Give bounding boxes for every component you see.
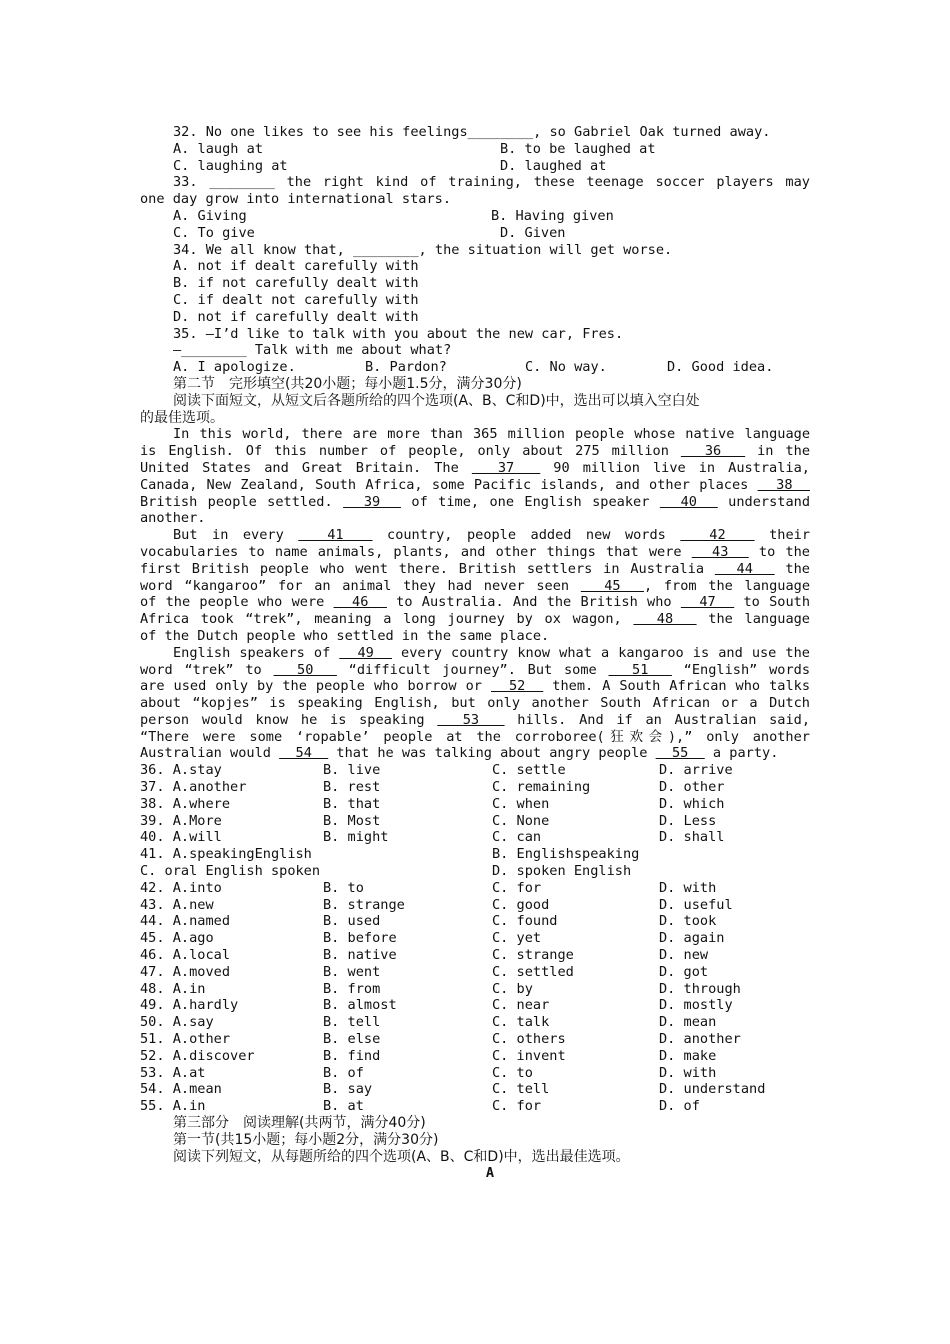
passage-line: vocabularies to name animals, plants, and other things that were 43 to the bbox=[140, 543, 810, 560]
option-cell: 37. A.another bbox=[140, 779, 247, 796]
blank-49: 49 bbox=[339, 644, 392, 661]
option-b: B. Having given bbox=[491, 207, 614, 224]
options-33b bbox=[140, 225, 810, 242]
option-b: B. to be laughed at bbox=[500, 140, 656, 157]
option-cell: C. strange bbox=[492, 947, 574, 964]
option-row bbox=[140, 1081, 810, 1098]
option-cell: D. make bbox=[659, 1047, 717, 1064]
option-row bbox=[140, 981, 810, 998]
passage-paragraph-2 bbox=[140, 527, 810, 645]
passage-line: word “kangaroo” for an animal they had never seen 45 , from the language bbox=[140, 577, 810, 594]
option-cell: 36. A.stay bbox=[140, 762, 222, 779]
option-cell: D. through bbox=[659, 980, 741, 997]
option-d: D. Given bbox=[500, 224, 566, 241]
option-cell: C. near bbox=[492, 997, 550, 1014]
option-a: A. laugh at bbox=[173, 140, 264, 157]
passage-line: In this world, there are more than 365 million people whose native language bbox=[173, 426, 810, 443]
option-cell: D. useful bbox=[659, 896, 733, 913]
exam-page bbox=[140, 124, 810, 1182]
option-cell: D. took bbox=[659, 913, 717, 930]
option-cell: C. settled bbox=[492, 963, 574, 980]
option-cell: 49. A.hardly bbox=[140, 997, 239, 1014]
option-cell: D. Less bbox=[659, 812, 717, 829]
option-cell: B. native bbox=[323, 947, 397, 964]
passage-line: United States and Great Britain. The 37 90 million live in Australia, bbox=[140, 459, 810, 476]
option-row bbox=[140, 779, 810, 796]
section2-title: 第二节 完形填空(共20小题；每小题1.5分，满分30分) bbox=[173, 375, 522, 392]
option-cell: 47. A.moved bbox=[140, 963, 231, 980]
blank-54: 54 bbox=[279, 745, 329, 762]
option-cell: D. with bbox=[659, 879, 717, 896]
question-34: 34. We all know that, ________, the situation will get worse. bbox=[173, 241, 673, 258]
option-row bbox=[140, 997, 810, 1014]
option-cell: 50. A.say bbox=[140, 1014, 214, 1031]
option-row bbox=[140, 930, 810, 947]
option-cell: C. good bbox=[492, 896, 550, 913]
option-cell: D. with bbox=[659, 1064, 717, 1081]
option-cell: D. arrive bbox=[659, 762, 733, 779]
option-cell: C. yet bbox=[492, 930, 542, 947]
option-cell: 43. A.new bbox=[140, 896, 214, 913]
passage-line: word “trek” to 50 “difficult journey”. But some 51 “English” words bbox=[140, 661, 811, 678]
option-row bbox=[140, 1098, 810, 1115]
option-cell: B. live bbox=[323, 762, 381, 779]
option-cell: C. for bbox=[492, 1098, 542, 1115]
blank-39: 39 bbox=[343, 493, 402, 510]
option-a: A. I apologize. bbox=[173, 359, 296, 376]
option-cell: D. shall bbox=[659, 829, 725, 846]
option-cell: D. understand bbox=[659, 1081, 766, 1098]
option-cell: B. before bbox=[323, 930, 397, 947]
option-row bbox=[140, 947, 810, 964]
blank-51: 51 bbox=[608, 661, 672, 678]
option-row bbox=[140, 897, 810, 914]
option-cell: C. for bbox=[492, 879, 542, 896]
option-row bbox=[140, 863, 810, 880]
blank-40: 40 bbox=[659, 493, 718, 510]
option-a: A. Giving bbox=[173, 207, 247, 224]
option-cell: B. say bbox=[323, 1081, 373, 1098]
passage-line: of the people who were 46 to Australia. And the British who 47 to South bbox=[140, 594, 811, 611]
option-cell: C. remaining bbox=[492, 779, 591, 796]
option-cell: 53. A.at bbox=[140, 1064, 206, 1081]
option-a: A. not if dealt carefully with bbox=[173, 258, 419, 275]
option-cell: 39. A.More bbox=[140, 812, 222, 829]
passage-line: “There were some ‘ropable’ people at the corroboree(狂欢会),” only another bbox=[140, 728, 810, 745]
passage-letter: A bbox=[485, 1165, 495, 1182]
option-cell: B. strange bbox=[323, 896, 405, 913]
blank-52: 52 bbox=[490, 678, 544, 695]
options-35 bbox=[140, 359, 810, 376]
option-cell: D. got bbox=[659, 963, 709, 980]
blank-55: 55 bbox=[655, 745, 705, 762]
option-cell: D. another bbox=[659, 1031, 741, 1048]
question-33-line1: 33. ________ the right kind of training, these teenage soccer players may bbox=[173, 174, 810, 191]
part3-subsection: 第一节(共15小题；每小题2分，满分30分) bbox=[173, 1131, 439, 1148]
option-cell: 42. A.into bbox=[140, 879, 222, 896]
option-cell: C. settle bbox=[492, 762, 566, 779]
option-cell: C. oral English spoken bbox=[140, 863, 321, 880]
option-cell: B. almost bbox=[323, 997, 397, 1014]
option-cell: D. new bbox=[659, 947, 709, 964]
option-cell: 40. A.will bbox=[140, 829, 222, 846]
passage-line: first British people who went there. British settlers in Australia 44 the bbox=[140, 560, 810, 577]
option-cell: D. spoken English bbox=[492, 863, 632, 880]
blank-41: 41 bbox=[298, 527, 373, 544]
blank-37: 37 bbox=[471, 459, 541, 476]
passage-line: person would know he is speaking 53 hills. And if an Australian said, bbox=[140, 711, 811, 728]
passage-paragraph-1 bbox=[140, 426, 810, 527]
options-32 bbox=[140, 141, 810, 158]
option-cell: D. mean bbox=[659, 1014, 717, 1031]
passage-line: about “kopjes” is speaking English, but only another South African or a Dutch bbox=[140, 695, 810, 712]
option-cell: 46. A.local bbox=[140, 947, 231, 964]
option-cell: 55. A.in bbox=[140, 1098, 206, 1115]
option-b: B. Pardon? bbox=[365, 359, 447, 376]
blank-48: 48 bbox=[633, 611, 697, 628]
passage-line: Australian would 54 that he was talking about angry people 55 a party. bbox=[140, 745, 779, 762]
option-d: D. not if carefully dealt with bbox=[173, 308, 419, 325]
option-cell: D. mostly bbox=[659, 997, 733, 1014]
options-33 bbox=[140, 208, 810, 225]
option-b: B. if not carefully dealt with bbox=[173, 275, 419, 292]
blank-42: 42 bbox=[680, 527, 755, 544]
option-cell: C. None bbox=[492, 812, 550, 829]
option-cell: C. tell bbox=[492, 1081, 550, 1098]
option-cell: B. tell bbox=[323, 1014, 381, 1031]
option-cell: D. of bbox=[659, 1098, 700, 1115]
blank-44: 44 bbox=[714, 560, 775, 577]
option-row bbox=[140, 1014, 810, 1031]
passage-line: English speakers of 49 every country know what a kangaroo is and use the bbox=[173, 644, 810, 661]
passage-line: But in every 41 country, people added new words 42 their bbox=[173, 527, 811, 544]
passage-line: Canada, New Zealand, South Africa, some Pacific islands, and other places 38 bbox=[140, 476, 810, 493]
option-row bbox=[140, 762, 810, 779]
blank-50: 50 bbox=[273, 661, 337, 678]
option-cell: 54. A.mean bbox=[140, 1081, 222, 1098]
option-c: C. No way. bbox=[525, 359, 607, 376]
option-cell: B. rest bbox=[323, 779, 381, 796]
option-row bbox=[140, 813, 810, 830]
option-cell: C. found bbox=[492, 913, 558, 930]
blank-46: 46 bbox=[333, 594, 387, 611]
option-cell: D. other bbox=[659, 779, 725, 796]
passage-paragraph-3 bbox=[140, 645, 810, 763]
blank-47: 47 bbox=[680, 594, 735, 611]
blank-53: 53 bbox=[437, 711, 505, 728]
option-row bbox=[140, 1048, 810, 1065]
option-cell: C. to bbox=[492, 1064, 533, 1081]
option-cell: B. at bbox=[323, 1098, 364, 1115]
option-cell: D. again bbox=[659, 930, 725, 947]
option-cell: 38. A.where bbox=[140, 795, 231, 812]
question-35: 35. —I’d like to talk with you about the new car, Fres. bbox=[173, 325, 624, 342]
section2-instructions: 阅读下面短文，从短文后各题所给的四个选项(A、B、C和D)中，选出可以填入空白处 bbox=[173, 392, 700, 409]
blank-43: 43 bbox=[691, 543, 749, 560]
option-cell: 48. A.in bbox=[140, 980, 206, 997]
section2-instructions-cont: 的最佳选项。 bbox=[140, 409, 224, 426]
option-c: C. if dealt not carefully with bbox=[173, 291, 419, 308]
passage-line: are used only by the people who borrow or 52 them. A South African who talks bbox=[140, 678, 811, 695]
option-cell: B. of bbox=[323, 1064, 364, 1081]
blank-36: 36 bbox=[680, 443, 746, 460]
option-cell: C. others bbox=[492, 1031, 566, 1048]
option-row bbox=[140, 1031, 810, 1048]
passage-line: of the Dutch people who settled in the same place. bbox=[140, 627, 550, 644]
part3-instructions: 阅读下列短文，从每题所给的四个选项(A、B、C和D)中，选出最佳选项。 bbox=[173, 1148, 630, 1165]
option-cell: B. to bbox=[323, 879, 364, 896]
option-row bbox=[140, 913, 810, 930]
passage-line: another. bbox=[140, 510, 206, 527]
option-row bbox=[140, 964, 810, 981]
option-row bbox=[140, 829, 810, 846]
passage-line: British people settled. 39 of time, one English speaker 40 understand bbox=[140, 493, 811, 510]
option-cell: C. when bbox=[492, 795, 550, 812]
option-cell: 41. A.speakingEnglish bbox=[140, 846, 312, 863]
option-cell: B. else bbox=[323, 1031, 381, 1048]
option-cell: 45. A.ago bbox=[140, 930, 214, 947]
passage-line: Africa took “trek”, meaning a long journey by ox wagon, 48 the language bbox=[140, 611, 810, 628]
options-32b bbox=[140, 158, 810, 175]
option-cell: C. talk bbox=[492, 1014, 550, 1031]
cloze-options bbox=[140, 762, 810, 1115]
option-cell: B. from bbox=[323, 980, 381, 997]
option-d: D. Good idea. bbox=[667, 359, 774, 376]
option-cell: B. Most bbox=[323, 812, 381, 829]
option-cell: B. used bbox=[323, 913, 381, 930]
option-d: D. laughed at bbox=[500, 157, 607, 174]
option-cell: B. Englishspeaking bbox=[492, 846, 640, 863]
option-cell: C. by bbox=[492, 980, 533, 997]
part3-title: 第三部分 阅读理解(共两节，满分40分) bbox=[173, 1115, 426, 1132]
option-cell: C. can bbox=[492, 829, 542, 846]
option-c: C. To give bbox=[173, 224, 255, 241]
question-32: 32. No one likes to see his feelings________, so Gabriel Oak turned away. bbox=[173, 124, 771, 140]
option-cell: B. might bbox=[323, 829, 389, 846]
option-cell: B. find bbox=[323, 1047, 381, 1064]
option-cell: B. went bbox=[323, 963, 381, 980]
question-35-reply: —________ Talk with me about what? bbox=[173, 342, 452, 359]
option-row bbox=[140, 796, 810, 813]
option-row bbox=[140, 880, 810, 897]
question-33-line2: one day grow into international stars. bbox=[140, 191, 451, 208]
option-row bbox=[140, 1065, 810, 1082]
option-cell: 44. A.named bbox=[140, 913, 231, 930]
blank-45: 45 bbox=[580, 577, 644, 594]
option-row bbox=[140, 846, 810, 863]
option-cell: B. that bbox=[323, 795, 381, 812]
option-c: C. laughing at bbox=[173, 157, 288, 174]
option-cell: D. which bbox=[659, 795, 725, 812]
blank-38: 38 bbox=[757, 476, 810, 493]
passage-line: is English. Of this number of people, only about 275 million 36 in the bbox=[140, 443, 811, 460]
option-cell: C. invent bbox=[492, 1047, 566, 1064]
option-cell: 52. A.discover bbox=[140, 1047, 255, 1064]
option-cell: 51. A.other bbox=[140, 1031, 231, 1048]
